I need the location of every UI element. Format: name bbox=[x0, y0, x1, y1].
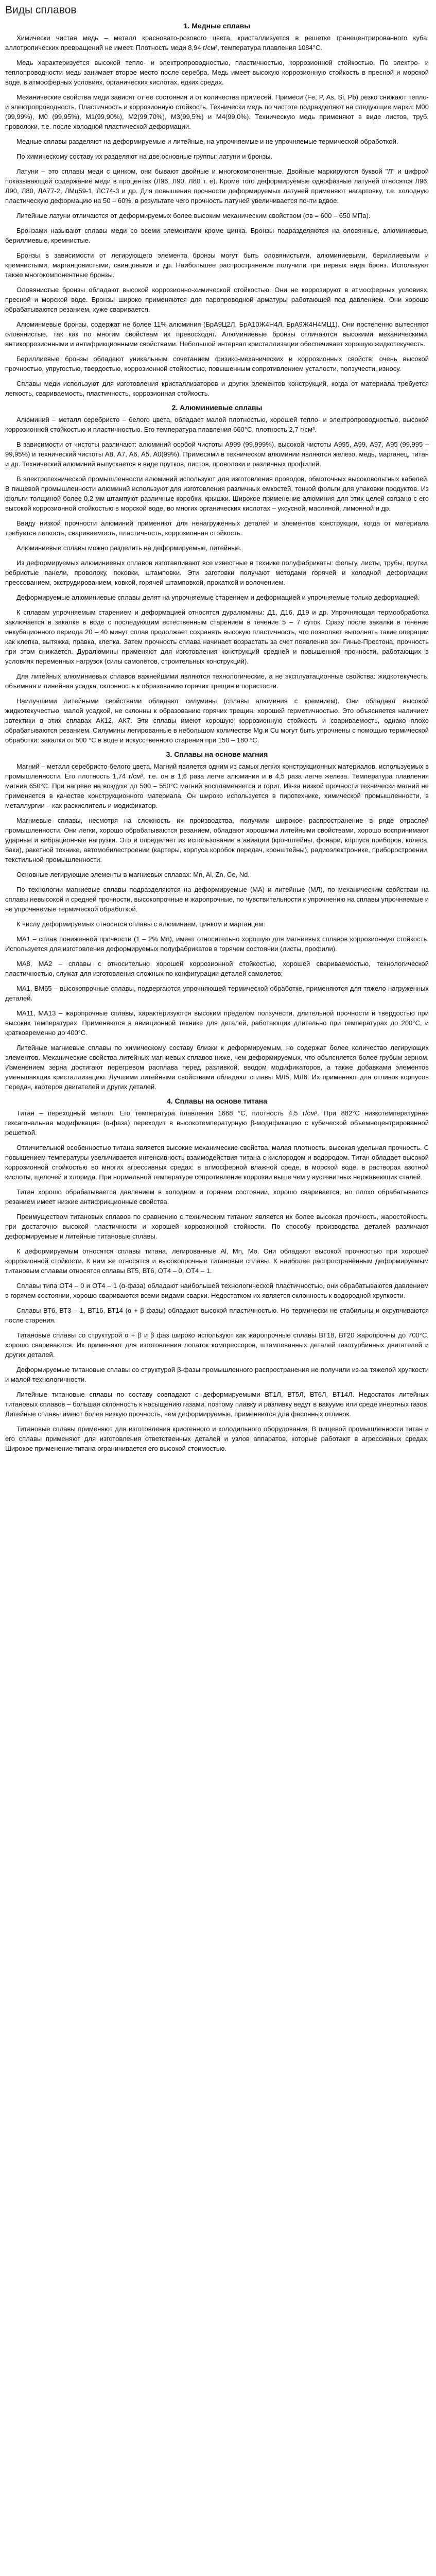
paragraph: Химически чистая медь – металл красновато-розового цвета, кристаллизуется в решетке гранецентрированного куба, аллотропических превращений не имеет. Плотность меди 8,94 г/см³, температура плавления 1084°С. bbox=[5, 34, 429, 52]
paragraph: К деформируемым относятся сплавы титана, легированные Al, Mn, Mo. Они обладают высокой прочностью при хорошей коррозионной стойкости. К ним же относятся и высокопрочные титановые сплавы. К наиболее распространённым деформируемым титановым сплавам относятся сплавы ВТ5, ВТ6, ОТ4 – 0, ОТ4 – 1. bbox=[5, 1247, 429, 1275]
section-title: 3. Сплавы на основе магния bbox=[166, 750, 268, 758]
paragraph: Сплавы ВТ6, ВТ3 – 1, ВТ16, ВТ14 (α + β фазы) обладают высокой пластичностью. Но термически не стабильны и охрупчиваются после старения. bbox=[5, 1307, 429, 1324]
paragraph: Деформируемые титановые сплавы со структурой β-фазы промышленного распространения не получили из-за тяжелой хрупкости и малой технологичности. bbox=[5, 1366, 429, 1383]
document-title: Виды сплавов bbox=[5, 4, 77, 16]
paragraph: Титан – переходный металл. Его температура плавления 1668 °С, плотность 4,5 г/см³. При 882°С низкотемпературная гексагональная модификация (α-фаза) переходит в высокотемпературную β-модификацию с кубической объемноцентрированной решеткой. bbox=[5, 1109, 429, 1137]
paragraph: Бронзы в зависимости от легирующего элемента бронзы могут быть оловянистыми, алюминиевыми, бериллиевыми и кремнистыми, марганцовистыми, свинцовыми и др. Наибольшее распространение получили три первых вида бронз. Используют также многокомпонентные бронзы. bbox=[5, 251, 429, 279]
paragraph: Из деформируемых алюминиевых сплавов изготавливают все известные в технике полуфабрикаты: фольгу, листы, трубы, прутки, ребристые панели, проволоку, поковки, штамповки. Эти заготовки получают методами горячей и холодной деформации: прессованием, экструдированием, ковкой, горячей штамповкой, прокаткой и волочением. bbox=[5, 559, 429, 586]
paragraph: В зависимости от чистоты различают: алюминий особой чистоты А999 (99,999%), высокой чистоты А995, А99, А97, А95 (99,995 – 99,95%) и технический чистоты А8, А7, А6, А5, А0(99%). Примесями в техническом алюминии являются железо, медь, марганец, титан и др. Технический алюминий выпускается в виде прутков, листов, проволоки и различных профилей. bbox=[5, 440, 429, 468]
paragraph: Алюминиевые сплавы можно разделить на деформируемые, литейные. bbox=[16, 544, 242, 552]
paragraph: Оловянистые бронзы обладают высокой коррозионно-химической стойкостью. Они не коррозируют в атмосферных условиях, пресной и морской воде. Бронзы широко применяются для паропроводной арматуры работающей под давлением. Они хорошо обрабатываются резанием, хуже сваривается. bbox=[5, 286, 429, 313]
section-1 bbox=[5, 22, 429, 398]
section-title: 2. Алюминиевые сплавы bbox=[171, 403, 263, 412]
paragraph: Наилучшими литейными свойствами обладают силумины (сплавы алюминия с кремнием). Они обладают высокой жидкотекучестью, малой усадкой, не склонны к образованию горячих трещин, хорошей герметичностью. Это объясняется наличием эвтектики в этих сплавах АК12, АК7. Эти сплавы имеют хорошую коррозионную стойкость и свариваемость, однако плохо обрабатываются резанием. Силумины легированные в небольшом количестве Mg и Cu могут быть упрочнены с помощью термической обработки: закалки от 500 °С в воде и искусственного старения при 150 – 180 °С. bbox=[5, 697, 429, 744]
paragraph: Механические свойства меди зависят от ее состояния и от количества примесей. Примеси (Fe, P, As, Si, Pb) резко снижают тепло- и электропроводность. Пластичность и коррозионную стойкость. Технически медь по чистоте подразделяют на следующие марки: М00 (99,99%), М0 (99,95%), М1(99,90%), М2(99,70%), М3(99,5%) и М4(99,0%). Техническую медь применяют в виде листов, труб, проволоки, т.е. после холодной пластической деформации. bbox=[5, 93, 429, 130]
paragraph: Сплавы типа ОТ4 – 0 и ОТ4 – 1 (α-фаза) обладают наибольшей технологической пластичностью, они обрабатываются давлением в горячем состоянии, хорошо свариваются всеми видами сварки. Недостатком их является склонность к водородной хрупкости. bbox=[5, 1282, 429, 1299]
paragraph: Преимуществом титановых сплавов по сравнению с техническим титаном является их более высокая прочность, жаростойкость, при достаточно высокой пластичности и хорошей коррозионной стойкости. По способу производства деталей различают деформируемые и литейные титановые сплавы. bbox=[5, 1213, 429, 1240]
paragraph: Латуни – это сплавы меди с цинком, они бывают двойные и многокомпонентные. Двойные маркируются буквой "Л" и цифрой показывающей содержание меди в процентах (Л96, Л90, Л80 т. е). Кроме того деформируемые однофазные латуней относятся Л96, Л90, Л80, ЛА77-2, ЛМц59-1, ЛС74-3 и др. Для повышения прочности деформируемых латуней применяют нагартовку, т.е. холодную пластическую деформацию на 50 – 60%, в результате чего прочность латуней увеличивается почти вдвое. bbox=[5, 167, 429, 205]
paragraph: Литейные латуни отличаются от деформируемых более высоким механическим свойством (σв = 600 – 650 МПа). bbox=[16, 212, 371, 219]
paragraph: Ввиду низкой прочности алюминий применяют для ненагруженных деталей и элементов конструкции, когда от материала требуется легкость, свариваемость, пластичность, коррозионная стойкость. bbox=[5, 519, 429, 537]
paragraph: Основные легирующие элементы в магниевых сплавах: Mn, Al, Zn, Ce, Nd. bbox=[16, 871, 250, 878]
paragraph: Титановые сплавы со структурой α + β и β фаз широко используют как жаропрочные сплавы ВТ18, ВТ20 жаропрочны до 700°С, хорошо свариваются. Их применяют для изготовления лопаток компрессоров, штампованных деталей газотурбинных двигателей и других деталей. bbox=[5, 1331, 429, 1359]
paragraph: Медь характеризуется высокой тепло- и электропроводностью, пластичностью, коррозионной стойкостью. По электро- и теплопроводности медь занимает второе место после серебра. Медь имеет высокую коррозионную стойкость в пресной и морской воде, в атмосферных условиях, органических кислотах, едких средах. bbox=[5, 59, 429, 86]
paragraph: К сплавам упрочняемым старением и деформацией относятся дуралюмины: Д1, Д16, Д19 и др. Упрочняющая термообработка заключается в закалке в воде с последующим естественным старением в течение 5 – 7 суток. Сразу после закалки в течение инкубационного периода 20 – 40 минут сплав продолжает сохранять высокую пластичность, что позволяет выполнять такие операции как клепка, вытяжка, правка, клепка. Затем прочность сплава начинает возрастать за счет появления зон Гинье-Престона, прочность при этом снижается. Дуралюмины применяют для изготовления конструкций средней и повышенной прочности, работающих в условиях переменных нагрузок (силы самолётов, строительных конструкций). bbox=[5, 608, 429, 665]
paragraph: Бронзами называют сплавы меди со всеми элементами кроме цинка. Бронзы подразделяются на оловянные, алюминиевые, бериллиевые, кремнистые. bbox=[5, 227, 429, 244]
paragraph: Для литейных алюминиевых сплавов важнейшими являются технологические, а не эксплуатационные свойства: жидкотекучесть, объемная и линейная усадка, склонность к образованию горячих трещин и пористости. bbox=[5, 672, 429, 690]
paragraph: По технологии магниевые сплавы подразделяются на деформируемые (МА) и литейные (МЛ), по механическим свойствам на сплавы невысокой и средней прочности, высокопрочные и жаропрочные, по чувствительности к упрочнению на сплавы упрочняемые и не упрочняемые термической обработкой. bbox=[5, 886, 429, 913]
section-3 bbox=[5, 750, 429, 1092]
paragraph: Литейные магниевые сплавы по химическому составу близки к деформируемым, но содержат более количество легирующих элементов. Механические свойства литейных магниевых сплавов ниже, чем деформируемых, что объясняется более грубым зерном. Изменением зерна достигают перегревом расплава перед разливкой, вводом модификаторов, а также добавками элементов уменьшающих кристаллизацию. Лучшими литейными свойствами обладают сплавы МЛ5, МЛ6. Их применяют для отливок корпусов передач, картеров двигателей и других деталей. bbox=[5, 1044, 429, 1091]
paragraph: Деформируемые алюминиевые сплавы делят на упрочняемые старением и деформацией и упрочняемые только деформацией. bbox=[16, 594, 420, 601]
paragraph: Титановые сплавы применяют для изготовления криогенного и холодильного оборудования. В пищевой промышленности титан и его сплавы применяют для изготовления ответственных деталей и узлов аппаратов, которые работают в агрессивных средах. Широкое применение титана ограничивается его высокой стоимостью. bbox=[5, 1425, 429, 1452]
document-body bbox=[5, 22, 429, 1453]
paragraph: Алюминиевые бронзы, содержат не более 11% алюминия (БрА9Ц2Л, БрА10Ж4Н4Л, БрА9Ж4Н4МЦ1). Они постепенно вытесняют оловянистые, так как по многим свойствам их превосходят. Алюминиевые бронзы отличаются высокими механическими, антикоррозионными и антифрикционными свойствами. Небольшой интервал кристаллизации обеспечивает хорошую жидкотекучесть. bbox=[5, 320, 429, 348]
paragraph: Магниевые сплавы, несмотря на сложность их производства, получили широкое распространение в ряде отраслей промышленности. Они легки, хорошо обрабатываются резанием, обладают хорошими литейными свойствами, хорошо воспринимают ударные и вибрационные нагрузки. Это и определяет их использование в авиации (кронштейны, фонари, корпуса приборов, колеса, баки), ракетной технике, автомобилестроении (картеры, корпуса коробок передач, кронштейны), радиоэлектронике, приборостроении, текстильной промышленности. bbox=[5, 817, 429, 863]
paragraph: Отличительной особенностью титана является высокие механические свойства, малая плотность, высокая удельная прочность. С повышением температуры увеличивается интенсивность взаимодействия титана с кислородом и водородом. Титан обладает высокой коррозионной стойкостью во многих агрессивных средах: в атмосферной влажной среде, в морской воде, в растворах азотной кислоты, щелочей и хлорида. При нормальной температуре сопротивление коррозии выше чем у аустенитных нержавеющих сталей. bbox=[5, 1144, 429, 1181]
section-title: 1. Медные сплавы bbox=[183, 22, 251, 30]
paragraph: Магний – металл серебристо-белого цвета. Магний является одним из самых легких конструкционных материалов, используемых в промышленности. Его плотность 1,74 г/см³, т.е. он в 1,6 раза легче алюминия и в 4,5 раза легче железа. Температура плавления магния 650°С. При нагреве на воздухе до 500 – 550°С магний воспламеняется и горит. Из-за низкой прочности технически магний не применяется в качестве конструкционного материала. Он широко используется в пиротехнике, химической промышленности, в металлургии – как раскислитель и модификатор. bbox=[5, 762, 429, 809]
paragraph: МА1 – сплав пониженной прочности (1 – 2% Mn), имеет относительно хорошую для магниевых сплавов коррозионную стойкость. Используется для изготовления деформируемых полуфабрикатов в горячем состоянии (листы, профили). bbox=[5, 935, 429, 953]
paragraph: К числу деформируемых относятся сплавы с алюминием, цинком и марганцем: bbox=[16, 920, 265, 928]
paragraph: МА1, ВМ65 – высокопрочные сплавы, подвергаются упрочняющей термической обработке, применяются для тяжело нагруженных деталей. bbox=[5, 985, 429, 1002]
paragraph: Сплавы меди используют для изготовления кристаллизаторов и других элементов конструкций, когда от материала требуется легкость, свариваемость, пластичность, коррозионная стойкость. bbox=[5, 380, 429, 397]
paragraph: Бериллиевые бронзы обладают уникальным сочетанием физико-механических и коррозионных свойств: очень высокой прочностью, упругостью, твердостью, коррозионной стойкостью, повышенным сопротивлением усталости, ползучести, износу. bbox=[5, 355, 429, 372]
paragraph: По химическому составу их разделяют на две основные группы: латуни и бронзы. bbox=[16, 152, 273, 160]
paragraph: МА8, МА2 – сплавы с относительно хорошей коррозионной стойкостью, хорошей свариваемостью, технологической пластичностью, служат для изготовления сложных по конфигурации деталей самолетов; bbox=[5, 960, 429, 977]
paragraph: В электротехнической промышленности алюминий используют для изготовления проводов, обмоточных высоковольтных кабелей. В пищевой промышленности алюминий используют для изготовления различных емкостей, тонкой фольги для упаковки продуктов. Из фольги толщиной более 0,2 мм штампуют различные коробки, крышки. Широкое применение алюминия для этих целей связано с его высокой коррозионной стойкостью в морской воде, во многих органических кислотах – уксусной, масляной, лимонной и др. bbox=[5, 475, 429, 512]
section-title: 4. Сплавы на основе титана bbox=[166, 1097, 267, 1105]
paragraph: Титан хорошо обрабатывается давлением в холодном и горячем состоянии, хорошо сваривается, но плохо обрабатывается резанием имеет низкие антифрикционные свойства. bbox=[5, 1188, 429, 1206]
section-2 bbox=[5, 403, 429, 745]
section-4 bbox=[5, 1097, 429, 1453]
paragraph: Медные сплавы разделяют на деформируемые и литейные, на упрочняемые и не упрочняемые термической обработкой. bbox=[16, 138, 398, 145]
paragraph: МА11, МА13 – жаропрочные сплавы, характеризуются высоким пределом ползучести, длительной прочности и твердостью при высоких температурах. Применяются в авиационной технике для деталей, работающих длительно при температурах до 200°С, и кратковременно до 400°С. bbox=[5, 1009, 429, 1037]
paragraph: Литейные титановые сплавы по составу совпадают с деформируемыми ВТ1Л, ВТ5Л, ВТ6Л, ВТ14Л. Недостаток литейных титановых сплавов – большая склонность к насыщению газами, поэтому плавку и разливку ведут в вакууме или среде инертных газов. Литейные сплавы имеют более низкую прочность, чем деформируемые, применяются для фасонных отливок. bbox=[5, 1391, 429, 1418]
paragraph: Алюминий – металл серебристо – белого цвета, обладает малой плотностью, хорошей тепло- и электропроводностью, высокой коррозионной стойкостью и пластичностью. Его температура плавления 660°С, плотность 2,7 г/см³. bbox=[5, 416, 429, 433]
